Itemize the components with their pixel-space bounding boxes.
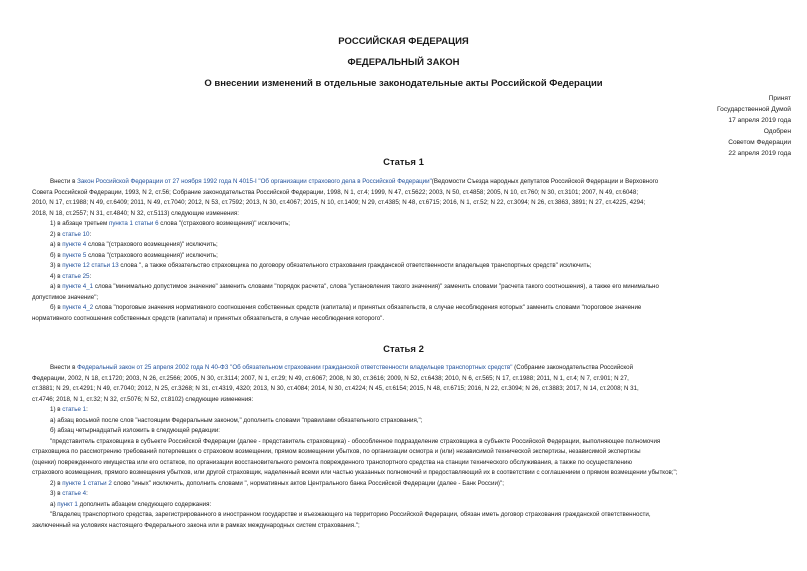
text: 2) в — [50, 230, 63, 238]
text: (Ведомости Съезда народных депутатов Российской Федерации и Верховного — [431, 178, 659, 185]
paragraph — [32, 177, 787, 188]
clause — [32, 219, 787, 230]
clause-link[interactable]: статье 1 — [62, 406, 87, 413]
paragraph-line: допустимое значение"; — [32, 293, 99, 301]
text: слова "(страхового возмещения)" исключить; — [86, 251, 218, 259]
quote-line: страхового возмещения, прямого возмещения убытков, или другой страховщик, наделенный всеми или частью указанных полномочий и предоставляющий их в соответствии с соглашением о прямом возмещении убытков;"; — [32, 469, 678, 476]
text: Внести в — [50, 178, 78, 185]
document-country-title: РОССИЙСКАЯ ФЕДЕРАЦИЯ — [338, 36, 469, 47]
clause — [32, 261, 787, 272]
text: : — [86, 406, 88, 413]
clause — [32, 272, 787, 283]
subclause — [32, 240, 787, 251]
article-2-heading: Статья 2 — [383, 344, 424, 355]
subclause: а) абзац восьмой после слов "настоящим Федеральным законом," дополнить словами "правилами обязательного страхования,"; — [50, 416, 423, 424]
clause — [32, 405, 787, 416]
text: слова "минимально допустимое значение" заменить словами "порядок расчета", слова "установления такого значения)" заменить словами "расчета такого соотношения), а также его минимально — [93, 283, 659, 290]
text: а) в — [50, 241, 63, 248]
clause-link[interactable]: пункте 4_1 — [62, 283, 94, 290]
subclause — [32, 282, 787, 293]
subclause: б) абзац четырнадцатый изложить в следующей редакции: — [50, 427, 220, 434]
law-link[interactable]: Закон Российской Федерации от 27 ноября 1992 года N 4015-I "Об организации страхового дела в Российской Федерации" — [77, 178, 432, 185]
subclause — [32, 500, 787, 511]
quote-line: (оценки) поврежденного имущества или его остатков, по организации восстановительного ремонта поврежденного транспортного средства на станции технического обслуживания, а также по осуществлению — [32, 458, 632, 466]
paragraph-line: ст.3881; N 29, ст.4291; N 49, ст.7040; 2012, N 25, ст.3268; N 31, ст.4319, 4320; 2013, N 30, ст.4084; 2014, N 30, ст.4224; N 45, ст.6154; 2015, N 48, ст.6715; 2016, N 22, ст.3094; N 26, ст.3883; 2017, N 14, ст.2008; N 31, — [32, 385, 639, 392]
text: дополнить абзацем следующего содержания: — [77, 500, 212, 508]
text: 2) в — [50, 479, 63, 487]
text: слова "(страхового возмещения)" исключить; — [86, 241, 218, 248]
clause — [32, 489, 787, 500]
text: слова "(страхового возмещения)" исключить; — [158, 220, 291, 227]
adoption-line: Государственной Думой — [717, 106, 791, 113]
text: а) в — [50, 283, 63, 290]
clause-link[interactable]: статье 4 — [62, 490, 87, 497]
clause-link[interactable]: статье 10 — [62, 230, 90, 238]
text: Внести в — [50, 364, 78, 371]
article-2-body — [32, 363, 787, 531]
subclause — [32, 251, 787, 262]
quote-line: "Владелец транспортного средства, зарегистрированного в иностранном государстве и въезжающего на территорию Российской Федерации, обязан иметь договор страхования гражданской ответственности, — [50, 511, 651, 518]
text: : — [89, 272, 92, 280]
paragraph-line: 2018, N 18, ст.2557; N 31, ст.4840; N 32, ст.5113) следующие изменения: — [32, 209, 239, 217]
clause-link[interactable]: статье 25 — [62, 272, 90, 280]
document-type: ФЕДЕРАЛЬНЫЙ ЗАКОН — [347, 57, 460, 68]
text: б) в — [50, 251, 63, 259]
document-subject: О внесении изменений в отдельные законодательные акты Российской Федерации — [204, 78, 603, 89]
paragraph-line: нормативного соотношения собственных средств (капитала) и принятых обязательств, в случае несоблюдения которого". — [32, 314, 385, 322]
clause-link[interactable]: пункте 4_2 — [62, 304, 94, 311]
clause-link[interactable]: пункте 5 — [62, 251, 87, 259]
subclause — [32, 303, 787, 314]
text: 3) в — [50, 490, 63, 497]
text: : — [86, 490, 88, 497]
text: 1) в — [50, 406, 63, 413]
paragraph — [32, 363, 787, 374]
text: (Собрание законодательства Российской — [512, 364, 634, 371]
quote-line: "представитель страховщика в субъекте Российской Федерации (далее - представитель страховщика) - обособленное подразделение страховщика в субъекте Российской Федерации, выполняющее полномочия — [50, 437, 661, 445]
text: слово "иных" исключить, дополнить словами ", нормативных актов Центрального банка Российской Федерации (далее - Банк России)"; — [111, 479, 504, 487]
paragraph-line: ст.4746; 2018, N 1, ст.32; N 32, ст.5076; N 52, ст.8102) следующие изменения: — [32, 395, 254, 403]
text: б) в — [50, 304, 63, 311]
adoption-line: 17 апреля 2019 года — [728, 117, 791, 124]
article-1-body — [32, 177, 787, 324]
clause-link[interactable]: пункте 12 статьи 13 — [62, 262, 119, 269]
clause-link[interactable]: пункте 1 статьи 2 — [62, 479, 112, 487]
adoption-line: Одобрен — [763, 128, 791, 135]
adoption-line: Советом Федерации — [728, 139, 791, 146]
clause-link[interactable]: пункт 1 — [57, 500, 78, 508]
quote-line: заключенный на условиях настоящего Федерального закона или в рамках международных систем страхования."; — [32, 521, 360, 529]
clause-link[interactable]: пункте 4 — [62, 241, 87, 248]
adoption-block — [591, 93, 791, 159]
clause-link[interactable]: пункта 1 статьи 6 — [108, 220, 159, 227]
clause — [32, 230, 787, 241]
adoption-line: 22 апреля 2019 года — [728, 150, 791, 157]
text: слова "пороговые значения нормативного соотношения собственных средств (капитала) и принятых обязательств, в случае несоблюдения которых" заменить словами "пороговое значение — [93, 304, 642, 311]
law-link[interactable]: Федеральный закон от 25 апреля 2002 года N 40-ФЗ "Об обязательном страховании гражданской ответственности владельцев транспортных средств" — [77, 364, 513, 371]
quote-line: страховщика по рассмотрению требований потерпевших о страховом возмещении, прямом возмещении убытков, по организации осмотра и (или) независимой технической экспертизы, независимой экспертизы — [32, 448, 641, 455]
text: а) — [50, 500, 58, 508]
text: 3) в — [50, 262, 63, 269]
paragraph-line: Федерации, 2002, N 18, ст.1720; 2003, N 26, ст.2566; 2005, N 30, ст.3114; 2007, N 1, ст.29; N 49, ст.6067; 2008, N 30, ст.3616; 2009, N 52, ст.6438; 2010, N 6, ст.565; N 17, ст.1988; 2011, N 1, ст.4; N 7, ст.901; N 27, — [32, 374, 629, 382]
article-1-heading: Статья 1 — [383, 157, 424, 168]
paragraph-line: 2010, N 17, ст.1988; N 49, ст.6409; 2011, N 49, ст.7040; 2012, N 53, ст.7592; 2013, N 30, ст.4067; 2015, N 10, ст.1409; N 29, ст.4385; N 48, ст.6715; 2016, N 1, ст.52; N 22, ст.3094; N 26, ст.3863, 3891; N 27, ст.4225, 4294; — [32, 199, 646, 206]
text: слова ", а также обязательство страховщика по договору обязательного страхования гражданской ответственности владельцев транспортных средств" исключить; — [118, 262, 592, 269]
clause — [32, 479, 787, 490]
adoption-line: Принят — [768, 95, 791, 102]
text: 4) в — [50, 272, 63, 280]
text: : — [89, 230, 92, 238]
paragraph-line: Совета Российской Федерации, 1993, N 2, ст.56; Собрание законодательства Российской Федерации, 1998, N 1, ст.4; 1999, N 47, ст.5622; 2003, N 50, ст.4858; 2005, N 10, ст.760; N 30, ст.3101; 2007, N 49, ст.6048; — [32, 188, 639, 196]
text: 1) в абзаце третьем — [50, 220, 109, 227]
